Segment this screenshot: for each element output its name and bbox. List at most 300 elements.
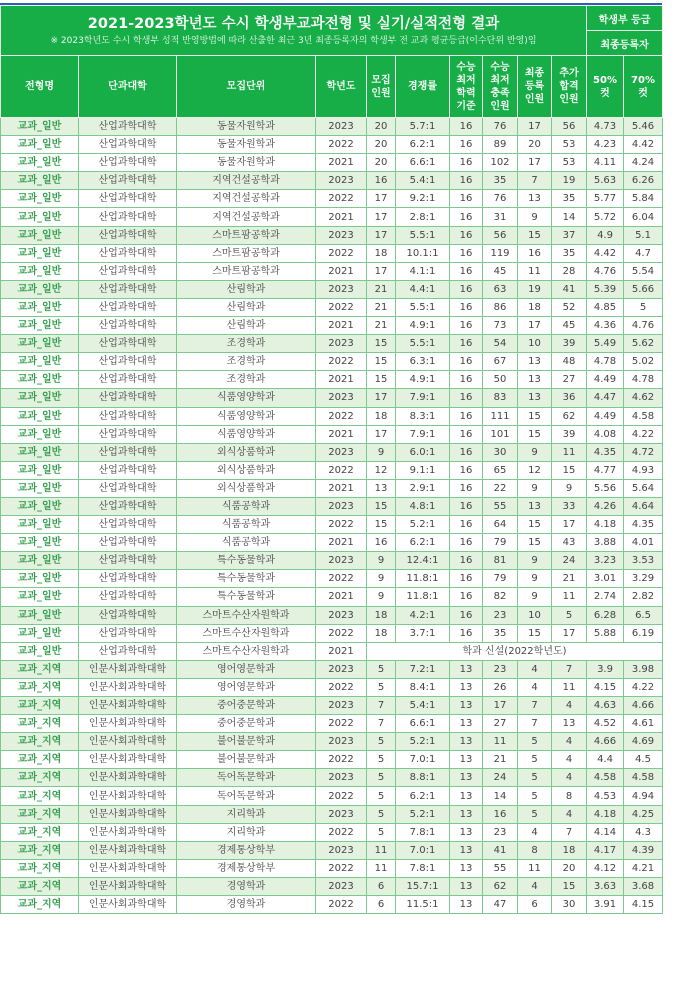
cell-recruit: 9	[367, 570, 396, 588]
cell-extra: 27	[552, 371, 587, 389]
table-row	[1, 715, 663, 733]
cell-cut-50: 3.01	[587, 570, 624, 588]
cell-recruit: 17	[367, 190, 396, 208]
cell-csat-met: 31	[483, 208, 518, 226]
cell-ratio: 4.9:1	[396, 371, 450, 389]
cell-year: 2023	[316, 280, 367, 298]
cell-cut-50: 4.12	[587, 859, 624, 877]
cell-college: 인문사회과학대학	[79, 751, 177, 769]
cell-unit: 식품공학과	[177, 534, 316, 552]
cell-year: 2023	[316, 877, 367, 895]
cell-unit: 산림학과	[177, 317, 316, 335]
cell-year: 2022	[316, 896, 367, 914]
grade-label: 학생부 등급	[587, 6, 663, 31]
cell-year: 2023	[316, 552, 367, 570]
cell-cut-50: 4.63	[587, 697, 624, 715]
cell-csat-min: 16	[450, 606, 483, 624]
cell-cut-50: 5.77	[587, 190, 624, 208]
cell-cut-50: 4.52	[587, 715, 624, 733]
cell-cut-70: 4.62	[624, 389, 663, 407]
cell-registered: 5	[518, 805, 552, 823]
column-header-year: 학년도	[316, 56, 367, 118]
cell-cut-70: 4.78	[624, 371, 663, 389]
cell-registered: 15	[518, 407, 552, 425]
cell-csat-min: 16	[450, 443, 483, 461]
cell-ratio: 8.4:1	[396, 678, 450, 696]
cell-type: 교과_지역	[1, 859, 79, 877]
cell-college: 산업과학대학	[79, 389, 177, 407]
cell-type: 교과_일반	[1, 588, 79, 606]
cell-recruit: 18	[367, 244, 396, 262]
cell-csat-met: 62	[483, 877, 518, 895]
cell-extra: 43	[552, 534, 587, 552]
cell-ratio: 6.2:1	[396, 136, 450, 154]
cell-csat-min: 16	[450, 479, 483, 497]
cell-ratio: 4.4:1	[396, 280, 450, 298]
table-row	[1, 208, 663, 226]
cell-year: 2022	[316, 461, 367, 479]
cell-college: 산업과학대학	[79, 497, 177, 515]
cell-csat-met: 79	[483, 534, 518, 552]
table-row	[1, 371, 663, 389]
cell-ratio: 7.9:1	[396, 425, 450, 443]
cell-csat-min: 16	[450, 262, 483, 280]
cell-ratio: 7.0:1	[396, 841, 450, 859]
cell-recruit: 5	[367, 769, 396, 787]
cell-csat-min: 16	[450, 154, 483, 172]
cell-cut-50: 5.49	[587, 335, 624, 353]
cell-csat-met: 54	[483, 335, 518, 353]
cell-recruit: 5	[367, 660, 396, 678]
cell-college: 산업과학대학	[79, 154, 177, 172]
cell-year: 2021	[316, 425, 367, 443]
table-row	[1, 190, 663, 208]
cell-year: 2021	[316, 642, 367, 660]
cell-year: 2022	[316, 407, 367, 425]
cell-college: 인문사회과학대학	[79, 715, 177, 733]
cell-ratio: 9.2:1	[396, 190, 450, 208]
cell-cut-50: 4.73	[587, 118, 624, 136]
table-row	[1, 461, 663, 479]
cell-cut-70: 3.98	[624, 660, 663, 678]
table-row	[1, 425, 663, 443]
cell-cut-70: 6.5	[624, 606, 663, 624]
cell-college: 인문사회과학대학	[79, 660, 177, 678]
cell-registered: 4	[518, 823, 552, 841]
cell-registered: 9	[518, 208, 552, 226]
cell-year: 2021	[316, 371, 367, 389]
page-title: 2021-2023학년도 수시 학생부교과전형 및 실기/실적전형 결과	[87, 15, 500, 32]
cell-extra: 30	[552, 896, 587, 914]
cell-unit: 동물자원학과	[177, 136, 316, 154]
cell-registered: 17	[518, 118, 552, 136]
cell-year: 2022	[316, 859, 367, 877]
cell-recruit: 11	[367, 859, 396, 877]
cell-year: 2021	[316, 154, 367, 172]
cell-cut-50: 5.88	[587, 624, 624, 642]
cell-registered: 5	[518, 733, 552, 751]
cell-csat-met: 41	[483, 841, 518, 859]
table-row	[1, 606, 663, 624]
cell-unit: 지역건설공학과	[177, 172, 316, 190]
cell-unit: 지역건설공학과	[177, 190, 316, 208]
cell-registered: 13	[518, 497, 552, 515]
cell-extra: 15	[552, 461, 587, 479]
cell-unit: 스마트수산자원학과	[177, 606, 316, 624]
cell-recruit: 15	[367, 371, 396, 389]
cell-registered: 13	[518, 353, 552, 371]
cell-csat-min: 13	[450, 823, 483, 841]
cell-extra: 20	[552, 859, 587, 877]
cell-cut-70: 4.25	[624, 805, 663, 823]
cell-unit: 중어중문학과	[177, 715, 316, 733]
cell-year: 2022	[316, 570, 367, 588]
cell-registered: 9	[518, 443, 552, 461]
cell-registered: 8	[518, 841, 552, 859]
column-header-unit: 모집단위	[177, 56, 316, 118]
cell-type: 교과_일반	[1, 624, 79, 642]
cell-cut-70: 4.72	[624, 443, 663, 461]
cell-registered: 11	[518, 262, 552, 280]
cell-extra: 8	[552, 787, 587, 805]
cell-college: 산업과학대학	[79, 624, 177, 642]
cell-csat-min: 16	[450, 226, 483, 244]
column-header-registered: 최종 등록 인원	[518, 56, 552, 118]
cell-cut-70: 5.64	[624, 479, 663, 497]
cell-year: 2022	[316, 823, 367, 841]
cell-recruit: 9	[367, 443, 396, 461]
cell-unit: 불어불문학과	[177, 751, 316, 769]
cell-recruit: 6	[367, 896, 396, 914]
cell-type: 교과_일반	[1, 172, 79, 190]
cell-unit: 스마트팜공학과	[177, 262, 316, 280]
cell-type: 교과_일반	[1, 570, 79, 588]
table-row	[1, 733, 663, 751]
cell-unit: 특수동물학과	[177, 570, 316, 588]
table-row	[1, 335, 663, 353]
cell-cut-50: 4.17	[587, 841, 624, 859]
cell-cut-70: 5.02	[624, 353, 663, 371]
cell-type: 교과_지역	[1, 877, 79, 895]
cell-recruit: 17	[367, 226, 396, 244]
cell-college: 산업과학대학	[79, 534, 177, 552]
cell-cut-50: 4.49	[587, 371, 624, 389]
cell-registered: 9	[518, 479, 552, 497]
cell-csat-min: 16	[450, 389, 483, 407]
cell-extra: 45	[552, 317, 587, 335]
cell-year: 2023	[316, 841, 367, 859]
cell-type: 교과_일반	[1, 244, 79, 262]
cell-type: 교과_일반	[1, 262, 79, 280]
cell-ratio: 11.8:1	[396, 570, 450, 588]
cell-cut-70: 4.94	[624, 787, 663, 805]
cell-csat-met: 23	[483, 606, 518, 624]
cell-extra: 35	[552, 244, 587, 262]
table-row	[1, 588, 663, 606]
cell-type: 교과_일반	[1, 606, 79, 624]
cell-type: 교과_일반	[1, 516, 79, 534]
column-header-cut-70: 70% 컷	[624, 56, 663, 118]
cell-year: 2023	[316, 606, 367, 624]
cell-cut-70: 4.69	[624, 733, 663, 751]
cell-csat-met: 24	[483, 769, 518, 787]
cell-unit: 외식상품학과	[177, 479, 316, 497]
cell-cut-70: 4.22	[624, 678, 663, 696]
cell-cut-50: 4.18	[587, 805, 624, 823]
cell-type: 교과_일반	[1, 298, 79, 316]
cell-cut-70: 5.54	[624, 262, 663, 280]
cell-cut-70: 4.58	[624, 407, 663, 425]
cell-csat-min: 16	[450, 136, 483, 154]
cell-recruit: 17	[367, 389, 396, 407]
table-row	[1, 859, 663, 877]
cell-recruit: 21	[367, 298, 396, 316]
cell-recruit: 5	[367, 787, 396, 805]
table-row	[1, 244, 663, 262]
cell-type: 교과_일반	[1, 425, 79, 443]
cell-type: 교과_지역	[1, 805, 79, 823]
cell-cut-70: 6.04	[624, 208, 663, 226]
cell-cut-70: 4.7	[624, 244, 663, 262]
table-row	[1, 678, 663, 696]
cell-csat-met: 101	[483, 425, 518, 443]
cell-extra: 15	[552, 877, 587, 895]
cell-unit: 경영학과	[177, 877, 316, 895]
cell-csat-met: 102	[483, 154, 518, 172]
cell-cut-70: 4.58	[624, 769, 663, 787]
cell-college: 인문사회과학대학	[79, 769, 177, 787]
cell-registered: 5	[518, 787, 552, 805]
cell-extra: 48	[552, 353, 587, 371]
cell-extra: 4	[552, 733, 587, 751]
cell-college: 산업과학대학	[79, 335, 177, 353]
cell-cut-50: 4.4	[587, 751, 624, 769]
cell-ratio: 6.6:1	[396, 715, 450, 733]
cell-cut-50: 3.88	[587, 534, 624, 552]
cell-csat-met: 22	[483, 479, 518, 497]
cell-recruit: 17	[367, 425, 396, 443]
cell-csat-min: 16	[450, 624, 483, 642]
cell-extra: 41	[552, 280, 587, 298]
table-row	[1, 805, 663, 823]
cell-type: 교과_지역	[1, 733, 79, 751]
cell-college: 인문사회과학대학	[79, 841, 177, 859]
cell-type: 교과_일반	[1, 208, 79, 226]
cell-ratio: 6.3:1	[396, 353, 450, 371]
cell-recruit: 20	[367, 118, 396, 136]
cell-year: 2022	[316, 678, 367, 696]
cell-registered: 15	[518, 624, 552, 642]
cell-year: 2021	[316, 534, 367, 552]
cell-csat-met: 83	[483, 389, 518, 407]
cell-extra: 37	[552, 226, 587, 244]
cell-year: 2022	[316, 751, 367, 769]
cell-unit: 독어독문학과	[177, 787, 316, 805]
cell-type: 교과_지역	[1, 678, 79, 696]
cell-ratio: 9.1:1	[396, 461, 450, 479]
cell-cut-70: 5.46	[624, 118, 663, 136]
cell-csat-min: 16	[450, 371, 483, 389]
cell-college: 산업과학대학	[79, 407, 177, 425]
cell-type: 교과_일반	[1, 407, 79, 425]
cell-ratio: 7.0:1	[396, 751, 450, 769]
cell-type: 교과_지역	[1, 697, 79, 715]
table-row	[1, 389, 663, 407]
cell-college: 산업과학대학	[79, 443, 177, 461]
cell-extra: 4	[552, 697, 587, 715]
cell-registered: 17	[518, 317, 552, 335]
cell-cut-50: 4.9	[587, 226, 624, 244]
cell-unit: 외식상품학과	[177, 443, 316, 461]
cell-ratio: 11.5:1	[396, 896, 450, 914]
cell-cut-70: 4.21	[624, 859, 663, 877]
cell-college: 산업과학대학	[79, 136, 177, 154]
column-header-ratio: 경쟁률	[396, 56, 450, 118]
table-row	[1, 136, 663, 154]
cell-recruit: 6	[367, 877, 396, 895]
cell-type: 교과_일반	[1, 317, 79, 335]
cell-type: 교과_일반	[1, 335, 79, 353]
cell-cut-70: 3.29	[624, 570, 663, 588]
cell-ratio: 5.5:1	[396, 226, 450, 244]
cell-csat-min: 16	[450, 497, 483, 515]
cell-cut-50: 4.35	[587, 443, 624, 461]
cell-csat-min: 13	[450, 697, 483, 715]
cell-csat-min: 13	[450, 733, 483, 751]
cell-cut-50: 4.08	[587, 425, 624, 443]
cell-type: 교과_일반	[1, 642, 79, 660]
cell-type: 교과_지역	[1, 660, 79, 678]
cell-year: 2021	[316, 317, 367, 335]
cell-ratio: 5.2:1	[396, 516, 450, 534]
cell-recruit: 11	[367, 841, 396, 859]
cell-csat-met: 67	[483, 353, 518, 371]
cell-csat-met: 30	[483, 443, 518, 461]
cell-cut-50: 3.23	[587, 552, 624, 570]
cell-ratio: 5.4:1	[396, 697, 450, 715]
cell-csat-min: 13	[450, 751, 483, 769]
cell-year: 2023	[316, 172, 367, 190]
cell-cut-50: 4.58	[587, 769, 624, 787]
cell-year: 2023	[316, 497, 367, 515]
cell-csat-met: 79	[483, 570, 518, 588]
cell-type: 교과_일반	[1, 461, 79, 479]
cell-cut-70: 5	[624, 298, 663, 316]
results-table	[0, 5, 663, 914]
table-row	[1, 896, 663, 914]
cell-extra: 17	[552, 516, 587, 534]
cell-type: 교과_지역	[1, 769, 79, 787]
cell-type: 교과_일반	[1, 190, 79, 208]
cell-cut-50: 5.56	[587, 479, 624, 497]
cell-extra: 56	[552, 118, 587, 136]
cell-type: 교과_일반	[1, 371, 79, 389]
cell-type: 교과_일반	[1, 534, 79, 552]
cell-cut-50: 6.28	[587, 606, 624, 624]
cell-recruit: 18	[367, 624, 396, 642]
cell-extra: 5	[552, 606, 587, 624]
cell-extra: 11	[552, 443, 587, 461]
cell-type: 교과_일반	[1, 118, 79, 136]
cell-college: 산업과학대학	[79, 244, 177, 262]
table-row	[1, 624, 663, 642]
cell-csat-met: 21	[483, 751, 518, 769]
cell-recruit: 21	[367, 280, 396, 298]
cell-csat-met: 26	[483, 678, 518, 696]
column-header-type: 전형명	[1, 56, 79, 118]
cell-csat-met: 55	[483, 497, 518, 515]
cell-registered: 12	[518, 461, 552, 479]
cell-csat-min: 16	[450, 353, 483, 371]
cell-unit: 불어불문학과	[177, 733, 316, 751]
table-row	[1, 226, 663, 244]
cell-ratio: 2.8:1	[396, 208, 450, 226]
cell-college: 산업과학대학	[79, 425, 177, 443]
cell-recruit: 5	[367, 805, 396, 823]
table-row	[1, 570, 663, 588]
cell-csat-min: 13	[450, 660, 483, 678]
cell-type: 교과_일반	[1, 479, 79, 497]
column-header-cut-50: 50% 컷	[587, 56, 624, 118]
cell-recruit: 9	[367, 552, 396, 570]
cell-registered: 13	[518, 371, 552, 389]
cell-type: 교과_일반	[1, 552, 79, 570]
cell-csat-min: 13	[450, 805, 483, 823]
cell-csat-min: 16	[450, 534, 483, 552]
cell-type: 교과_일반	[1, 226, 79, 244]
cell-college: 산업과학대학	[79, 371, 177, 389]
cell-cut-50: 4.85	[587, 298, 624, 316]
cell-cut-70: 5.84	[624, 190, 663, 208]
cell-college: 산업과학대학	[79, 570, 177, 588]
column-header-csat-min: 수능 최저 학력 기준	[450, 56, 483, 118]
table-row	[1, 118, 663, 136]
cell-cut-50: 4.76	[587, 262, 624, 280]
cell-csat-min: 13	[450, 715, 483, 733]
cell-registered: 7	[518, 172, 552, 190]
cell-registered: 15	[518, 425, 552, 443]
cell-recruit: 18	[367, 606, 396, 624]
cell-unit: 특수동물학과	[177, 552, 316, 570]
cell-cut-70: 6.19	[624, 624, 663, 642]
page-subtitle: ※ 2023학년도 수시 학생부 성적 반영방법에 따라 산출한 최근 3년 최종등록자의 학생부 전 교과 평균등급(이수단위 반영)임	[50, 35, 537, 46]
cell-unit: 스마트팜공학과	[177, 226, 316, 244]
cell-cut-50: 5.63	[587, 172, 624, 190]
cell-extra: 24	[552, 552, 587, 570]
cell-csat-met: 119	[483, 244, 518, 262]
cell-csat-met: 86	[483, 298, 518, 316]
cell-recruit: 5	[367, 751, 396, 769]
cell-extra: 33	[552, 497, 587, 515]
cell-recruit: 7	[367, 697, 396, 715]
cell-csat-met: 73	[483, 317, 518, 335]
cell-registered: 9	[518, 552, 552, 570]
cell-cut-50: 2.74	[587, 588, 624, 606]
cell-cut-70: 4.93	[624, 461, 663, 479]
cell-csat-min: 16	[450, 172, 483, 190]
cell-college: 산업과학대학	[79, 190, 177, 208]
cell-extra: 53	[552, 154, 587, 172]
cell-cut-70: 4.22	[624, 425, 663, 443]
cell-college: 인문사회과학대학	[79, 877, 177, 895]
cell-extra: 7	[552, 823, 587, 841]
cell-unit: 영어영문학과	[177, 678, 316, 696]
cell-year: 2023	[316, 733, 367, 751]
cell-csat-met: 64	[483, 516, 518, 534]
title-row	[1, 6, 663, 31]
table-row	[1, 298, 663, 316]
cell-type: 교과_일반	[1, 136, 79, 154]
